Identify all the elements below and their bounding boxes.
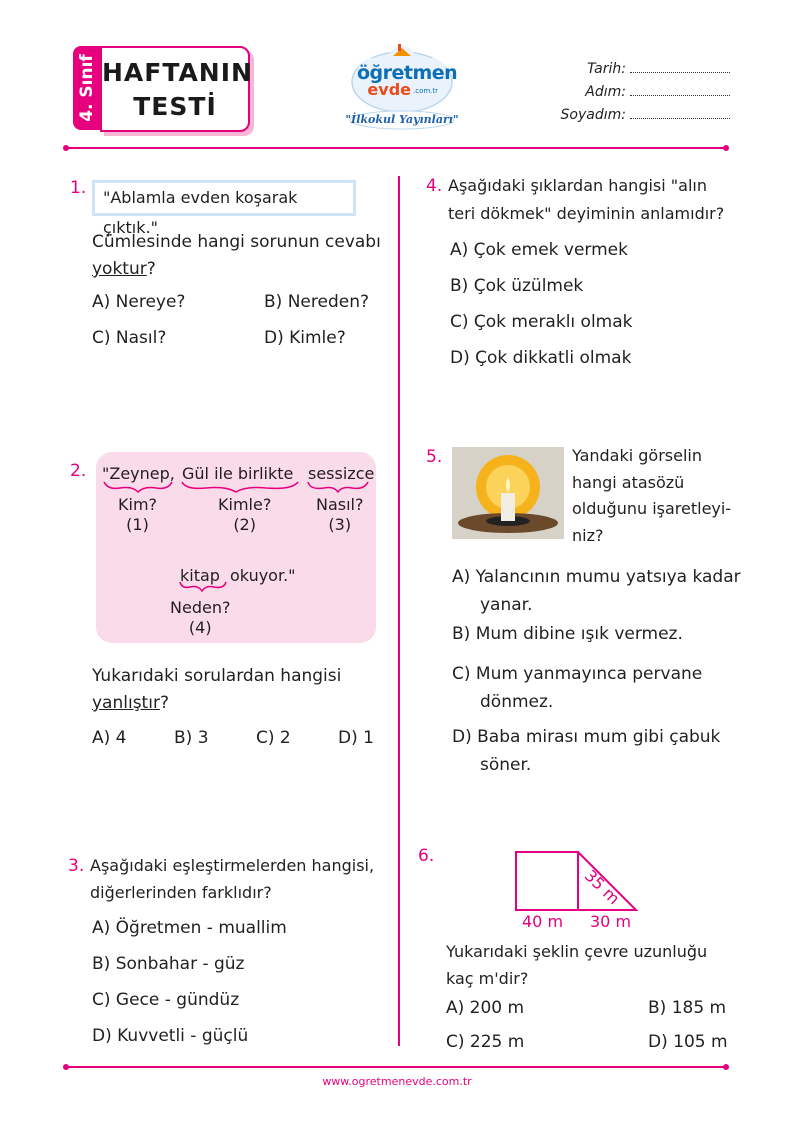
q3-option-b[interactable]: B) Sonbahar - güz — [92, 954, 245, 974]
date-field[interactable] — [530, 60, 730, 77]
q2-word-gul: Gül ile birlikte — [182, 464, 294, 483]
q2-label-2 — [218, 495, 271, 535]
logo-tagline: "İlkokul Yayınları" — [345, 113, 459, 126]
q5-option-c[interactable] — [452, 660, 702, 716]
q5-option-a-line1: A) Yalancının mumu yatsıya kadar — [452, 567, 741, 587]
q2-index-1: (1) — [126, 515, 149, 534]
q3-option-d[interactable]: D) Kuvvetli - güçlü — [92, 1026, 249, 1046]
q3-option-c[interactable]: C) Gece - gündüz — [92, 990, 240, 1010]
q5-option-c-line1: C) Mum yanmayınca pervane — [452, 664, 703, 684]
q1-option-c[interactable]: C) Nasıl? — [92, 328, 167, 348]
q6-stem-line1: Yukarıdaki şeklin çevre uzunluğu — [446, 942, 708, 961]
q5-option-d[interactable] — [452, 723, 720, 779]
date-line[interactable] — [630, 60, 730, 73]
q5-stem — [572, 443, 731, 549]
q4-option-b[interactable]: B) Çok üzülmek — [450, 276, 584, 296]
name-label: Adım: — [585, 84, 626, 100]
footer-divider — [66, 1066, 726, 1068]
q6-option-d[interactable]: D) 105 m — [648, 1032, 728, 1052]
q3-stem-line2: diğerlerinden farklıdır? — [90, 883, 272, 902]
q6-number: 6. — [418, 846, 435, 866]
q4-stem-line1: Aşağıdaki şıklardan hangisi "alın — [448, 176, 707, 195]
q5-option-d-line1: D) Baba mirası mum gibi çabuk — [452, 727, 721, 747]
q2-number: 2. — [70, 461, 87, 481]
title-line-1: HAFTANIN — [102, 58, 253, 87]
q2-stem-line1: Yukarıdaki sorulardan hangisi — [92, 666, 342, 686]
q2-stem-mark: ? — [159, 693, 169, 713]
q4-option-d[interactable]: D) Çok dikkatli olmak — [450, 348, 632, 368]
q2-label-1 — [118, 495, 157, 535]
q5-option-d-line2: söner. — [480, 755, 532, 775]
q6-option-b[interactable]: B) 185 m — [648, 998, 727, 1018]
logo-domain: .com.tr — [413, 87, 439, 95]
q1-stem-underlined: yoktur — [92, 259, 147, 279]
q2-index-2: (2) — [233, 515, 256, 534]
q6-label-right: 30 m — [590, 912, 632, 931]
q1-option-b[interactable]: B) Nereden? — [264, 292, 369, 312]
q2-index-3: (3) — [328, 515, 352, 534]
footer-url[interactable]: www.ogretmenevde.com.tr — [322, 1075, 472, 1088]
q6-label-left: 40 m — [522, 912, 564, 931]
q1-stem-line1: Cümlesinde hangi sorunun cevabı — [92, 232, 381, 252]
logo-text-ogretmen: öğretmen — [357, 62, 458, 84]
q3-stem-line1: Aşağıdaki eşleştirmelerden hangisi, — [90, 856, 375, 875]
q2-option-d[interactable]: D) 1 — [338, 728, 374, 748]
q3-option-a[interactable]: A) Öğretmen - muallim — [92, 918, 287, 938]
q5-stem-line3: olduğunu işaretleyi- — [572, 499, 732, 518]
header-divider — [66, 147, 726, 149]
q2-stem-line2 — [92, 690, 169, 717]
q5-option-b[interactable]: B) Mum dibine ışık vermez. — [452, 624, 683, 644]
name-line[interactable] — [630, 83, 730, 96]
q2-question-4: Neden? — [170, 598, 231, 617]
q1-stem-mark: ? — [146, 259, 156, 279]
name-field[interactable] — [530, 83, 730, 100]
q2-question-2: Kimle? — [218, 495, 272, 514]
column-divider — [398, 176, 400, 1046]
q2-word-zeynep: "Zeynep, — [102, 464, 175, 483]
title-box — [100, 46, 253, 132]
q2-index-4: (4) — [188, 618, 212, 637]
q6-figure — [510, 846, 650, 916]
q1-quote-box: "Ablamla evden koşarak çıktık." — [92, 180, 356, 216]
q5-stem-line4: niz? — [572, 525, 604, 545]
q5-option-c-line2: dönmez. — [480, 692, 554, 712]
grade-tab — [73, 46, 101, 130]
q6-option-c[interactable]: C) 225 m — [446, 1032, 525, 1052]
q2-word-kitap: kitap — [180, 566, 220, 585]
publisher-logo — [343, 44, 461, 130]
q2-question-1: Kim? — [118, 495, 158, 514]
q4-option-a[interactable]: A) Çok emek vermek — [450, 240, 628, 260]
q5-stem-line2: hangi atasözü — [572, 472, 685, 492]
q1-option-d[interactable]: D) Kimle? — [264, 328, 346, 348]
logo-text-evde: evde — [367, 80, 411, 99]
q2-option-a[interactable]: A) 4 — [92, 728, 127, 748]
date-label: Tarih: — [587, 61, 626, 77]
surname-label: Soyadım: — [560, 107, 626, 123]
q6-option-a[interactable]: A) 200 m — [446, 998, 525, 1018]
q2-label-4 — [170, 598, 230, 638]
q5-option-a[interactable] — [452, 563, 741, 619]
q6-label-hypotenuse: 35 m — [580, 866, 624, 909]
q1-stem-line2 — [92, 256, 156, 283]
q1-number: 1. — [70, 178, 87, 198]
surname-field[interactable] — [530, 106, 730, 123]
q2-label-3 — [316, 495, 364, 535]
title-line-2: TESTİ — [133, 92, 217, 121]
q4-option-c[interactable]: C) Çok meraklı olmak — [450, 312, 633, 332]
grade-label: 4. Sınıf — [77, 54, 97, 122]
surname-line[interactable] — [630, 106, 730, 119]
q2-option-b[interactable]: B) 3 — [174, 728, 209, 748]
q4-stem-line2: teri dökmek" deyiminin anlamıdır? — [448, 204, 725, 223]
q1-option-a[interactable]: A) Nereye? — [92, 292, 186, 312]
q2-word-okuyor: okuyor." — [230, 566, 296, 585]
q5-number: 5. — [426, 447, 443, 467]
q2-option-c[interactable]: C) 2 — [256, 728, 291, 748]
q2-question-3: Nasıl? — [316, 495, 364, 514]
q5-stem-line1: Yandaki görselin — [572, 446, 703, 465]
q2-stem-underlined: yanlıştır — [92, 693, 160, 713]
q3-number: 3. — [68, 856, 85, 876]
q4-number: 4. — [426, 176, 443, 196]
q2-word-sessizce: sessizce — [308, 464, 375, 483]
q5-option-a-line2: yanar. — [480, 595, 533, 615]
candle-image — [452, 447, 564, 539]
q6-stem-line2: kaç m'dir? — [446, 969, 529, 988]
